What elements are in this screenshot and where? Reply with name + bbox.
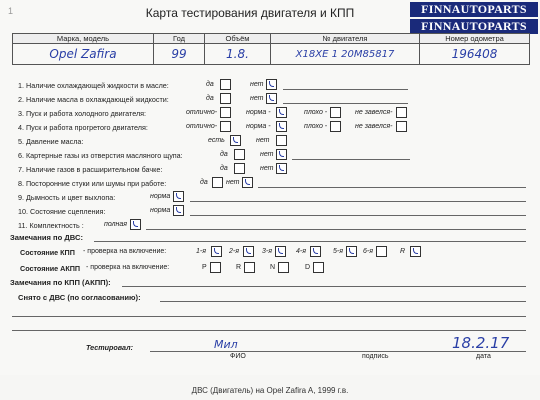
checklist-item: 6. Картерные газы из отверстия масляного щупа: xyxy=(18,151,183,160)
value-volume: 1.8. xyxy=(205,44,271,65)
dvs-remarks-heading: Замечания по ДВС: xyxy=(10,233,84,242)
checkbox-normal[interactable] xyxy=(276,107,287,118)
watermark-logo: FINNAUTOPARTS xyxy=(410,2,538,17)
checkbox-present[interactable] xyxy=(230,135,241,146)
checkbox-excellent[interactable] xyxy=(220,107,231,118)
checkbox-complete[interactable] xyxy=(130,219,141,230)
handwritten-date: 18.2.17 xyxy=(452,334,510,352)
gear-r-box[interactable] xyxy=(410,246,421,257)
notes-line xyxy=(283,103,408,104)
date-label: дата xyxy=(476,353,491,360)
checkbox-yes[interactable] xyxy=(234,163,245,174)
gear-3-box[interactable] xyxy=(275,246,286,257)
kpp-remarks-heading: Замечания по КПП (АКПП): xyxy=(10,278,111,287)
card-title: Карта тестирования двигателя и КПП xyxy=(145,6,355,20)
checklist-item: 11. Комплектность : xyxy=(18,221,84,230)
checkbox-yes[interactable] xyxy=(212,177,223,188)
kpp-state-note: - проверка на включение: xyxy=(83,248,167,255)
checkbox-no[interactable] xyxy=(266,93,277,104)
checklist-item: 9. Дымность и цвет выхлопа: xyxy=(18,193,116,202)
header-col-model: Марка, модель xyxy=(13,34,154,44)
page-mark: 1 xyxy=(8,6,14,16)
gear-5-box[interactable] xyxy=(346,246,357,257)
test-card-sheet: 1 Карта тестирования двигателя и КПП FINNAUTOPARTS FINNAUTOPARTS Марка, модель Год Объём № двигателя Номер одометра Opel Zafira 99 1.8. X18XE 1 20M85817 196408 1. Наличие охлаждающей жидкости в масле: да нет 2. Наличие масла в охлаждающей жидкости: да нет 3. Пуск и работа холодного двигателя: отлично- норма - плохо - не завелся- 4. Пуск и работа прогретого двигателя: отлично- норма - плохо - не завелся- 5. Давление масла: есть нет 6. Картерные газы из отверстия масляного щупа: да нет 7. Наличие газов в расширительном бачке: да нет 8. Посторонние стуки или шумы при работе: да нет 9. Дымность и цвет выхлопа: норма 10. Состояние сцепления: норма 11. Комплектность : полная Замечания по ДВС: Состояние КПП - проверка на включение: 1-я 2-я 3-я 4-я 5-я 6-я R Состояние АКПП - проверка на включение: P R N D Замечания по КПП (АКПП): Снято с ДВС (по согласованию): Тестировал: Мил 18.2.17 ФИО подпись дата xyxy=(0,0,540,375)
akpp-d-box[interactable] xyxy=(313,262,324,273)
notes-line xyxy=(283,89,408,90)
fio-label: ФИО xyxy=(230,353,246,360)
value-odometer: 196408 xyxy=(420,44,530,65)
notes-line xyxy=(12,330,526,331)
tested-by-label: Тестировал: xyxy=(86,343,133,352)
checkbox-no[interactable] xyxy=(242,177,253,188)
gear-1-box[interactable] xyxy=(211,246,222,257)
checkbox-not-started[interactable] xyxy=(396,107,407,118)
checklist-item: 8. Посторонние стуки или шумы при работе: xyxy=(18,179,167,188)
checkbox-not-started[interactable] xyxy=(396,121,407,132)
checkbox-yes[interactable] xyxy=(234,149,245,160)
notes-line xyxy=(146,229,526,230)
notes-line xyxy=(12,316,526,317)
vehicle-header-table xyxy=(12,33,530,65)
checklist-item: 10. Состояние сцепления: xyxy=(18,207,106,216)
notes-line xyxy=(292,159,410,160)
checkbox-bad[interactable] xyxy=(330,121,341,132)
akpp-n-box[interactable] xyxy=(278,262,289,273)
signature-label: подпись xyxy=(362,353,389,360)
checkbox-no[interactable] xyxy=(266,79,277,90)
checkbox-normal[interactable] xyxy=(276,121,287,132)
checkbox-no[interactable] xyxy=(276,149,287,160)
gear-4-box[interactable] xyxy=(310,246,321,257)
checkbox-no[interactable] xyxy=(276,163,287,174)
notes-line xyxy=(94,241,526,242)
notes-line xyxy=(258,187,526,188)
notes-line xyxy=(190,201,526,202)
kpp-state-label: Состояние КПП xyxy=(20,248,75,257)
checklist-item: 2. Наличие масла в охлаждающей жидкости: xyxy=(18,95,169,104)
gear-2-box[interactable] xyxy=(243,246,254,257)
handwritten-fio: Мил xyxy=(214,338,238,351)
value-engine-no: X18XE 1 20M85817 xyxy=(271,44,420,65)
checklist-item: 1. Наличие охлаждающей жидкости в масле: xyxy=(18,81,169,90)
gear-6-box[interactable] xyxy=(376,246,387,257)
checkbox-yes[interactable] xyxy=(220,79,231,90)
checklist-item: 4. Пуск и работа прогретого двигателя: xyxy=(18,123,148,132)
notes-line xyxy=(160,301,526,302)
header-col-odometer: Номер одометра xyxy=(420,34,530,44)
checkbox-absent[interactable] xyxy=(276,135,287,146)
checklist-item: 5. Давление масла: xyxy=(18,137,84,146)
akpp-p-box[interactable] xyxy=(210,262,221,273)
header-col-volume: Объём xyxy=(205,34,271,44)
checkbox-normal[interactable] xyxy=(173,191,184,202)
notes-line xyxy=(190,215,526,216)
akpp-state-note: - проверка на включение: xyxy=(86,264,170,271)
header-col-engine-no: № двигателя xyxy=(271,34,420,44)
akpp-r-box[interactable] xyxy=(244,262,255,273)
checkbox-bad[interactable] xyxy=(330,107,341,118)
value-model: Opel Zafira xyxy=(13,44,154,65)
image-caption: ДВС (Двигатель) на Opel Zafira A, 1999 г.в. xyxy=(191,386,349,395)
watermark-logo: FINNAUTOPARTS xyxy=(410,19,538,34)
checkbox-normal[interactable] xyxy=(173,205,184,216)
checklist-item: 7. Наличие газов в расширительном бачке: xyxy=(18,165,163,174)
notes-line xyxy=(122,286,526,287)
removed-heading: Снято с ДВС (по согласованию): xyxy=(18,293,141,302)
value-year: 99 xyxy=(154,44,205,65)
checkbox-yes[interactable] xyxy=(220,93,231,104)
akpp-state-label: Состояние АКПП xyxy=(20,264,81,273)
checkbox-excellent[interactable] xyxy=(220,121,231,132)
header-col-year: Год xyxy=(154,34,205,44)
checklist-item: 3. Пуск и работа холодного двигателя: xyxy=(18,109,147,118)
